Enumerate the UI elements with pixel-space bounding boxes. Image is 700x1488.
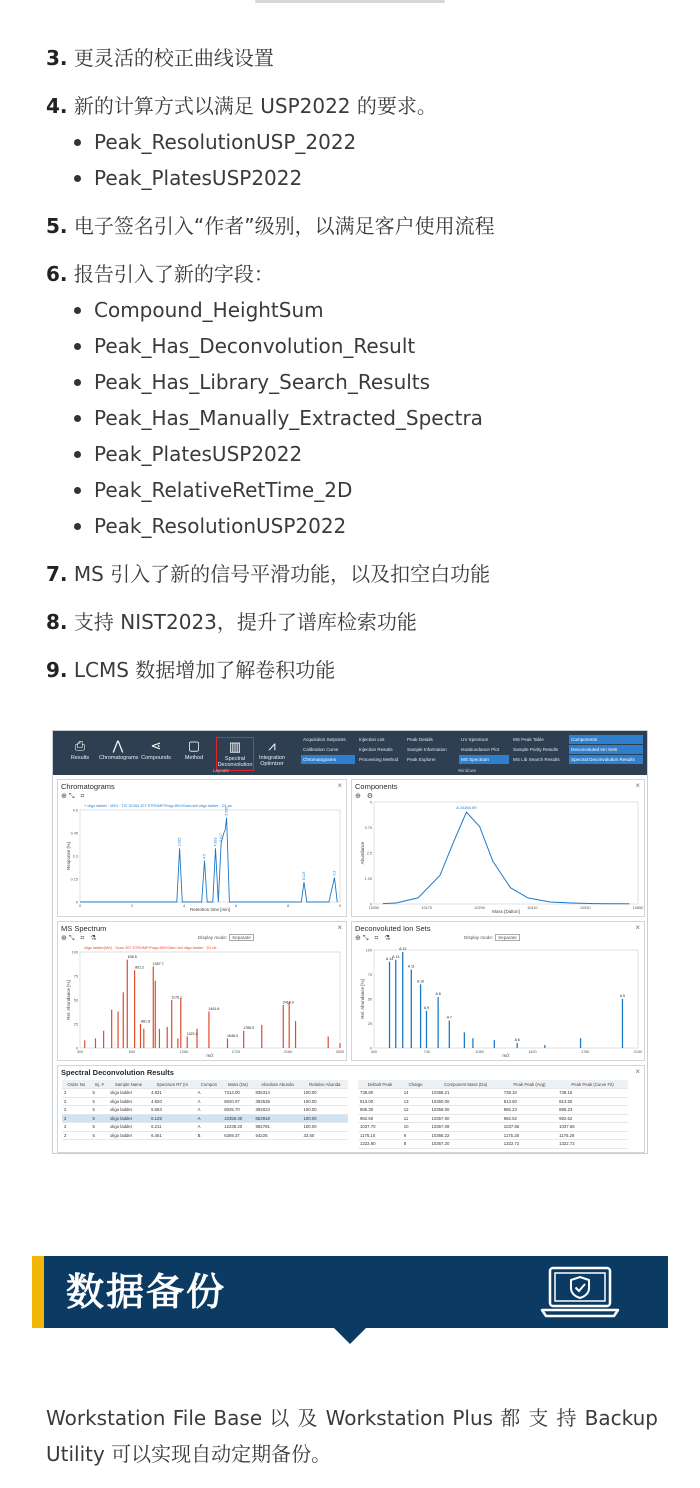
table-row[interactable] [62, 1114, 348, 1123]
table-row[interactable] [358, 1123, 628, 1132]
table-row[interactable] [62, 1131, 348, 1140]
y-tick-label: 50 [73, 998, 78, 1003]
x-tick-label: 10050 [368, 906, 380, 910]
table-cell: 738.16 [557, 1089, 628, 1098]
table-cell: 738.80 [358, 1089, 402, 1098]
window-item[interactable]: Spectral Deconvolution Results [569, 755, 643, 764]
feature-list [46, 44, 666, 684]
window-item[interactable]: Components [569, 735, 643, 744]
close-icon[interactable]: × [635, 923, 640, 932]
bullet-list [72, 296, 666, 540]
table-row[interactable] [358, 1140, 628, 1149]
peak-label: A 14 [385, 956, 394, 961]
x-tick-label: 6 [234, 904, 238, 908]
zoom-icon[interactable]: ⊕⤡ ⌗ ⚗ [61, 935, 99, 942]
peak-label: 9.2 [332, 870, 337, 876]
x-tick-label: 1420 [528, 1050, 537, 1054]
x-tick-label: 10530 [579, 906, 591, 910]
peak-label: 1648.0 [226, 1033, 238, 1038]
column-header[interactable]: Charge [402, 1080, 430, 1089]
peak-label: A 10 [416, 979, 425, 984]
compounds-button[interactable]: ⋖ Compounds [137, 737, 175, 771]
peak-label: A 7 [446, 1015, 452, 1020]
y-tick-label: 25 [367, 1022, 372, 1026]
list-item: Peak_ResolutionUSP2022 [72, 512, 666, 540]
y-tick-label: 3.75 [364, 826, 372, 830]
peak-label: A 6 [514, 1038, 520, 1043]
table-cell: oligo ladder [108, 1106, 149, 1115]
body-paragraph: Workstation File Base 以 及 Workstation Plus 都 支 持 Backup Utility 可以实现自动定期备份。 [46, 1406, 658, 1466]
y-tick-label: 75 [367, 973, 372, 977]
table-cell: 813.00 [358, 1097, 402, 1106]
y-axis-label: Rel. Abundance [%] [66, 980, 71, 1020]
peak-label: A 11 [407, 964, 415, 969]
table-cell: 885.30 [358, 1106, 402, 1115]
y-axis-label: Rel. Abundance [%] [360, 979, 365, 1019]
components-panel [351, 779, 645, 917]
panel-title: Chromatograms [61, 782, 115, 791]
table-cell: 8025.70 [222, 1106, 253, 1115]
peak-label: 636.5 [127, 955, 137, 960]
peak-label: 801.2 [135, 965, 145, 970]
table-row[interactable] [62, 1123, 348, 1132]
table-cell: B [196, 1131, 223, 1140]
table-cell: 813.50 [557, 1097, 628, 1106]
list-item: Compound_HeightSum [72, 296, 666, 324]
peak-label: A 10260.59 [456, 805, 477, 811]
results-icon: ⎙ [74, 738, 86, 753]
x-tick-label: 10650 [632, 906, 644, 910]
table-cell: 2 [62, 1131, 91, 1140]
panel-title: MS Spectrum [61, 924, 107, 933]
table-cell: 8020.07 [222, 1097, 253, 1106]
table-cell: 54225 [254, 1131, 302, 1140]
table-cell: oligo ladder [108, 1114, 149, 1123]
chart-subtitle: oligo ladder(MS) - Scan 207 STROMP/Frag=80V/Gain=full oligo ladder · D1.dx [84, 946, 217, 950]
table-cell: 982.62 [557, 1114, 628, 1123]
table-row[interactable] [62, 1089, 348, 1098]
peak-label: 1176.1 [171, 995, 183, 1000]
table-cell: A [196, 1097, 223, 1106]
table-cell: oligo ladder [108, 1131, 149, 1140]
column-header[interactable]: Mass (Da) [222, 1080, 253, 1089]
column-header[interactable]: Spectrum RT (m [149, 1080, 196, 1089]
y-tick-label: 50 [367, 997, 372, 1002]
display-mode-select[interactable]: Display mode: Separate [198, 935, 254, 940]
panel-title: Spectral Deconvolution Results [61, 1068, 174, 1077]
table-cell: 32.50 [302, 1131, 348, 1140]
list-item: Peak_Has_Library_Search_Results [72, 368, 666, 396]
optimizer-icon: ⩘ [268, 738, 276, 753]
plot-frame [80, 810, 340, 902]
chromatogram-chart [58, 780, 348, 918]
results-table [62, 1080, 348, 1140]
y-tick-label: 1.25 [364, 877, 372, 881]
zoom-icon[interactable]: ⊕ ⚙ [355, 793, 376, 800]
peaks-table [358, 1080, 628, 1149]
ms-spectrum-panel [57, 921, 347, 1061]
x-tick-label: 2100 [633, 1050, 643, 1054]
plot-frame [374, 802, 638, 904]
list-item: 6. 报告引入了新的字段： [46, 262, 274, 286]
top-divider [0, 0, 700, 14]
x-tick-label: 840 [128, 1050, 136, 1054]
column-header[interactable]: Peak Peak (Avg) [502, 1080, 557, 1089]
x-axis-label: Mass [Dalton] [492, 909, 520, 914]
table-cell: 8 [402, 1140, 430, 1149]
table-cell: 100.00 [302, 1089, 348, 1098]
window-item[interactable]: MS Spectrum [459, 755, 509, 764]
table-cell: 10367.09 [429, 1123, 501, 1132]
method-button[interactable]: ▢ Method [175, 737, 213, 771]
window-item[interactable]: UV Spectrum [461, 737, 489, 742]
y-tick-label: 75 [73, 974, 78, 979]
table-cell: 6269.37 [222, 1131, 253, 1140]
zoom-icon[interactable]: ⊕⤡ ⌗ ⚗ [355, 935, 393, 942]
table-row[interactable] [358, 1131, 628, 1140]
window-item[interactable]: Isoabundance Plot [461, 747, 500, 752]
column-header[interactable]: Order No [62, 1080, 91, 1089]
peak-label: A 13 [392, 954, 400, 959]
spectral-deconvolution-button[interactable]: ▥ Spectral Deconvolution [216, 737, 254, 771]
window-item[interactable]: Processing Method [359, 757, 399, 762]
table-cell: oligo ladder [108, 1123, 149, 1132]
y-tick-label: 0.15 [70, 877, 78, 882]
y-tick-label: 25 [73, 1022, 78, 1027]
table-cell: 5 [91, 1106, 109, 1115]
list-item: 7. MS 引入了新的信号平滑功能，以及扣空白功能 [46, 562, 491, 586]
x-tick-label: 1080 [475, 1050, 484, 1054]
table-cell: oligo ladder [108, 1089, 149, 1098]
table-cell: 5 [91, 1131, 109, 1140]
table-header-row [62, 1080, 348, 1089]
series-line [80, 818, 337, 902]
table-cell: 653918 [254, 1114, 302, 1123]
list-item: Peak_PlatesUSP2022 [72, 164, 666, 192]
window-item[interactable]: Peak Explorer [407, 757, 436, 762]
table-cell: 5 [91, 1123, 109, 1132]
table-cell: 100.00 [302, 1106, 348, 1115]
peak-label: 1785.9 [243, 1026, 255, 1031]
laptop-shield-icon [540, 1262, 620, 1322]
integration-optimizer-button[interactable]: ⩘ Integration Optimizer [253, 737, 291, 771]
chromatogram-icon: ⋀ [112, 738, 124, 753]
table-cell: 5 [91, 1114, 109, 1123]
section-banner [32, 1256, 668, 1328]
column-header[interactable]: Compon [196, 1080, 223, 1089]
column-header[interactable]: Inj. # [91, 1080, 109, 1089]
table-cell: 5 [91, 1089, 109, 1098]
display-mode-select[interactable]: Display mode: Separate [464, 935, 520, 940]
y-tick-label: 0 [369, 1046, 372, 1051]
table-cell: 9 [402, 1131, 430, 1140]
x-tick-label: 2600 [335, 1050, 345, 1054]
x-tick-label: 400 [76, 1050, 84, 1054]
table-cell: 982.60 [358, 1114, 402, 1123]
table-cell: 1322.72 [557, 1140, 628, 1149]
close-icon[interactable]: × [635, 1067, 640, 1076]
table-cell: A [196, 1114, 223, 1123]
banner-arrow [334, 1328, 366, 1344]
peak-label: A 12 [399, 946, 407, 951]
table-cell: 2 [62, 1106, 91, 1115]
column-header[interactable]: Relative Abunda [302, 1080, 348, 1089]
table-cell: 1322.72 [502, 1140, 557, 1149]
close-icon[interactable]: × [337, 781, 342, 790]
table-cell: 2 [62, 1114, 91, 1123]
table-cell: 1175.10 [358, 1131, 402, 1140]
banner-title: 数据备份 [66, 1270, 227, 1314]
table-cell: A [196, 1089, 223, 1098]
window-panels [297, 735, 647, 771]
list-item: 8. 支持 NIST2023，提升了谱库检索功能 [46, 610, 417, 634]
table-cell: A [196, 1123, 223, 1132]
peak-label: 881.8 [141, 1019, 151, 1024]
list-item: Peak_ResolutionUSP_2022 [72, 128, 666, 156]
chromatograms-panel [57, 779, 347, 917]
list-item: Peak_RelativeRetTime_2D [72, 476, 666, 504]
deconvoluted-chart [352, 922, 646, 1062]
table-cell: 1037.66 [502, 1123, 557, 1132]
y-tick-label: 5 [369, 800, 372, 805]
book-icon: ▢ [187, 738, 201, 753]
chromatograms-button[interactable]: ⋀ Chromatograms [99, 738, 139, 761]
plot-frame [80, 952, 340, 1048]
table-row[interactable] [358, 1089, 628, 1098]
table-cell: 13 [402, 1097, 430, 1106]
table-cell: 100.00 [302, 1097, 348, 1106]
x-axis-label: Retention time [min] [189, 907, 231, 912]
x-tick-label: 10170 [421, 906, 433, 910]
column-header[interactable]: Absolute Abunda [254, 1080, 302, 1089]
x-tick-label: 10410 [527, 906, 538, 910]
table-cell: 100.00 [302, 1123, 348, 1132]
table-cell: 992781 [254, 1123, 302, 1132]
table-row[interactable] [358, 1106, 628, 1115]
window-item[interactable]: Calibration Curve [303, 747, 339, 752]
table-cell: 5 [91, 1097, 109, 1106]
accent-bar [32, 1256, 44, 1328]
peak-label: 5.017 [219, 832, 224, 842]
table-cell: 10 [402, 1123, 430, 1132]
window-item[interactable]: MS Lib Search Results [513, 757, 560, 762]
table-header-row [358, 1080, 628, 1089]
table-cell: 10366.22 [429, 1131, 501, 1140]
x-tick-label: 1280 [179, 1050, 189, 1054]
x-axis-label: m/z [206, 1053, 214, 1058]
list-item: Peak_PlatesUSP2022 [72, 440, 666, 468]
table-cell: 2 [62, 1097, 91, 1106]
table-cell: 982.62 [502, 1114, 557, 1123]
x-tick-label: 9 [338, 904, 342, 908]
column-header[interactable]: Peak Peak (Curve Fit) [557, 1080, 628, 1089]
list-item: Peak_Has_Manually_Extracted_Spectra [72, 404, 666, 432]
table-cell: oligo ladder [108, 1097, 149, 1106]
peak-label: A 8 [435, 992, 441, 997]
ribbon-toolbar [53, 731, 648, 775]
table-cell: A [196, 1106, 223, 1115]
window-item[interactable]: Chromatograms [301, 755, 355, 764]
panel-title: Components [355, 782, 398, 791]
deconvoluted-panel [351, 921, 645, 1061]
window-item[interactable]: Peak Details [407, 737, 433, 742]
peak-label: 5.256 [224, 806, 229, 816]
list-item: 4. 新的计算方式以满足 USP2022 的要求。 [46, 94, 437, 118]
peak-label: 3.625 [177, 837, 182, 847]
peak-label: 4.5 [202, 853, 207, 859]
table-cell: 2 [62, 1089, 91, 1098]
table-cell: 4.920 [149, 1097, 196, 1106]
table-cell: 885.23 [557, 1106, 628, 1115]
table-row[interactable] [358, 1114, 628, 1123]
x-axis-label: m/z [502, 1053, 510, 1058]
table-cell: 1037.66 [557, 1123, 628, 1132]
list-item: 5. 电子签名引入“作者”级别，以满足客户使用流程 [46, 214, 495, 238]
zoom-icon[interactable]: ⊕⤡ ⌗ [61, 793, 87, 800]
table-row[interactable] [358, 1097, 628, 1106]
table-cell: 1175.28 [557, 1131, 628, 1140]
column-header[interactable]: Sample Name [108, 1080, 149, 1089]
table-cell: 14 [402, 1089, 430, 1098]
x-tick-label: 2 [130, 904, 134, 908]
table-cell: 10358.00 [429, 1106, 501, 1115]
y-tick-label: 0 [75, 1046, 78, 1051]
table-row[interactable] [62, 1106, 348, 1115]
x-tick-label: 8 [286, 904, 290, 908]
table-cell: 10357.50 [429, 1114, 501, 1123]
ms-spectrum-chart [58, 922, 348, 1062]
table-cell: 6.451 [149, 1131, 196, 1140]
table-cell: 738.10 [502, 1089, 557, 1098]
table-cell: 813.50 [502, 1097, 557, 1106]
y-tick-label: 0.45 [70, 831, 78, 836]
y-tick-label: 0 [75, 900, 78, 905]
window-item[interactable]: Injection Results [359, 747, 393, 752]
table-cell: 1175.28 [502, 1131, 557, 1140]
results-button[interactable]: ⎙ Results [61, 737, 99, 771]
window-item[interactable]: MS Peak Table [513, 737, 544, 742]
peak-label: 4.833 [213, 837, 218, 847]
table-cell: 11 [402, 1114, 430, 1123]
peak-label: 8.115 [302, 871, 307, 881]
y-tick-label: 0.6 [72, 808, 78, 813]
panel-title: Deconvoluted Ion Sets [355, 924, 431, 933]
list-item: 3. 更灵活的校正曲线设置 [46, 46, 274, 70]
table-cell: 4.831 [149, 1089, 196, 1098]
table-cell: 100.00 [302, 1114, 348, 1123]
table-cell: 12 [402, 1106, 430, 1115]
table-cell: 5.653 [149, 1106, 196, 1115]
table-cell: 6.211 [149, 1123, 196, 1132]
chart-subtitle: + oligo ladder · MS1 · TIC SCAN 207 STROMP/Frag=80V/Gain=full oligo ladder · D1.dx [84, 804, 232, 808]
spectrum-icon: ▥ [228, 739, 242, 754]
y-tick-label: 0.3 [72, 854, 78, 859]
table-cell: 1037.70 [358, 1123, 402, 1132]
peak-label: 1057.7 [152, 961, 164, 966]
column-header[interactable]: Default Peak [358, 1080, 402, 1089]
column-header[interactable]: Component Mass (Da) [429, 1080, 501, 1089]
table-cell: 392023 [254, 1106, 302, 1115]
peak-label: 2416.0 [282, 1000, 294, 1005]
x-tick-label: 4 [182, 904, 186, 908]
close-icon[interactable]: × [635, 781, 640, 790]
table-cell: 7314.00 [222, 1089, 253, 1098]
window-item[interactable]: Sample Information [407, 747, 447, 752]
table-cell: 10360.00 [429, 1097, 501, 1106]
y-axis-label: Response [%] [66, 841, 71, 871]
x-tick-label: 0 [78, 904, 82, 908]
peak-label: 1491.6 [208, 1007, 220, 1012]
table-cell: 1322.80 [358, 1140, 402, 1149]
table-cell: 12238.20 [222, 1123, 253, 1132]
window-item[interactable]: Sample Purity Results [513, 747, 559, 752]
bullet-list [72, 128, 666, 192]
x-tick-label: 740 [423, 1050, 430, 1054]
x-tick-label: 2160 [283, 1050, 293, 1054]
table-cell: 383535 [254, 1097, 302, 1106]
share-icon: ⋖ [150, 738, 162, 753]
y-tick-label: 2.5 [366, 851, 372, 856]
peak-label: A 9 [423, 1005, 430, 1010]
software-screenshot [52, 730, 648, 1154]
close-icon[interactable]: × [337, 923, 342, 932]
table-cell: 2 [62, 1123, 91, 1132]
list-item: 9. LCMS 数据增加了解卷积功能 [46, 658, 336, 682]
x-tick-label: 10290 [474, 906, 485, 910]
y-axis-label: Abundance [360, 841, 365, 865]
group-label: Layouts [213, 768, 229, 773]
table-cell: 10358.30 [222, 1114, 253, 1123]
components-chart [352, 780, 646, 918]
window-item[interactable]: Injection List [359, 737, 385, 742]
peak-label: 1322.4 [186, 1031, 198, 1036]
y-tick-label: 100 [71, 950, 78, 955]
table-cell: 836314 [254, 1089, 302, 1098]
x-tick-label: 400 [370, 1050, 378, 1054]
peak-label: A 5 [619, 994, 626, 998]
results-panel [57, 1065, 645, 1153]
window-item[interactable]: Acquisition Setpoints [303, 737, 346, 742]
table-cell: 6.125 [149, 1114, 196, 1123]
y-tick-label: 0 [369, 902, 372, 907]
table-cell: 10358.21 [429, 1089, 501, 1098]
window-item[interactable]: Deconvoluted Ion Sets [569, 745, 643, 754]
y-tick-label: 100 [365, 948, 372, 953]
table-row[interactable] [62, 1097, 348, 1106]
table-cell: 10367.20 [429, 1140, 501, 1149]
x-tick-label: 1720 [231, 1050, 241, 1054]
group-label: Windows [458, 768, 477, 773]
x-tick-label: 1760 [580, 1050, 590, 1054]
series-line [383, 812, 629, 904]
table-cell: 885.23 [502, 1106, 557, 1115]
list-item: Peak_Has_Deconvolution_Result [72, 332, 666, 360]
